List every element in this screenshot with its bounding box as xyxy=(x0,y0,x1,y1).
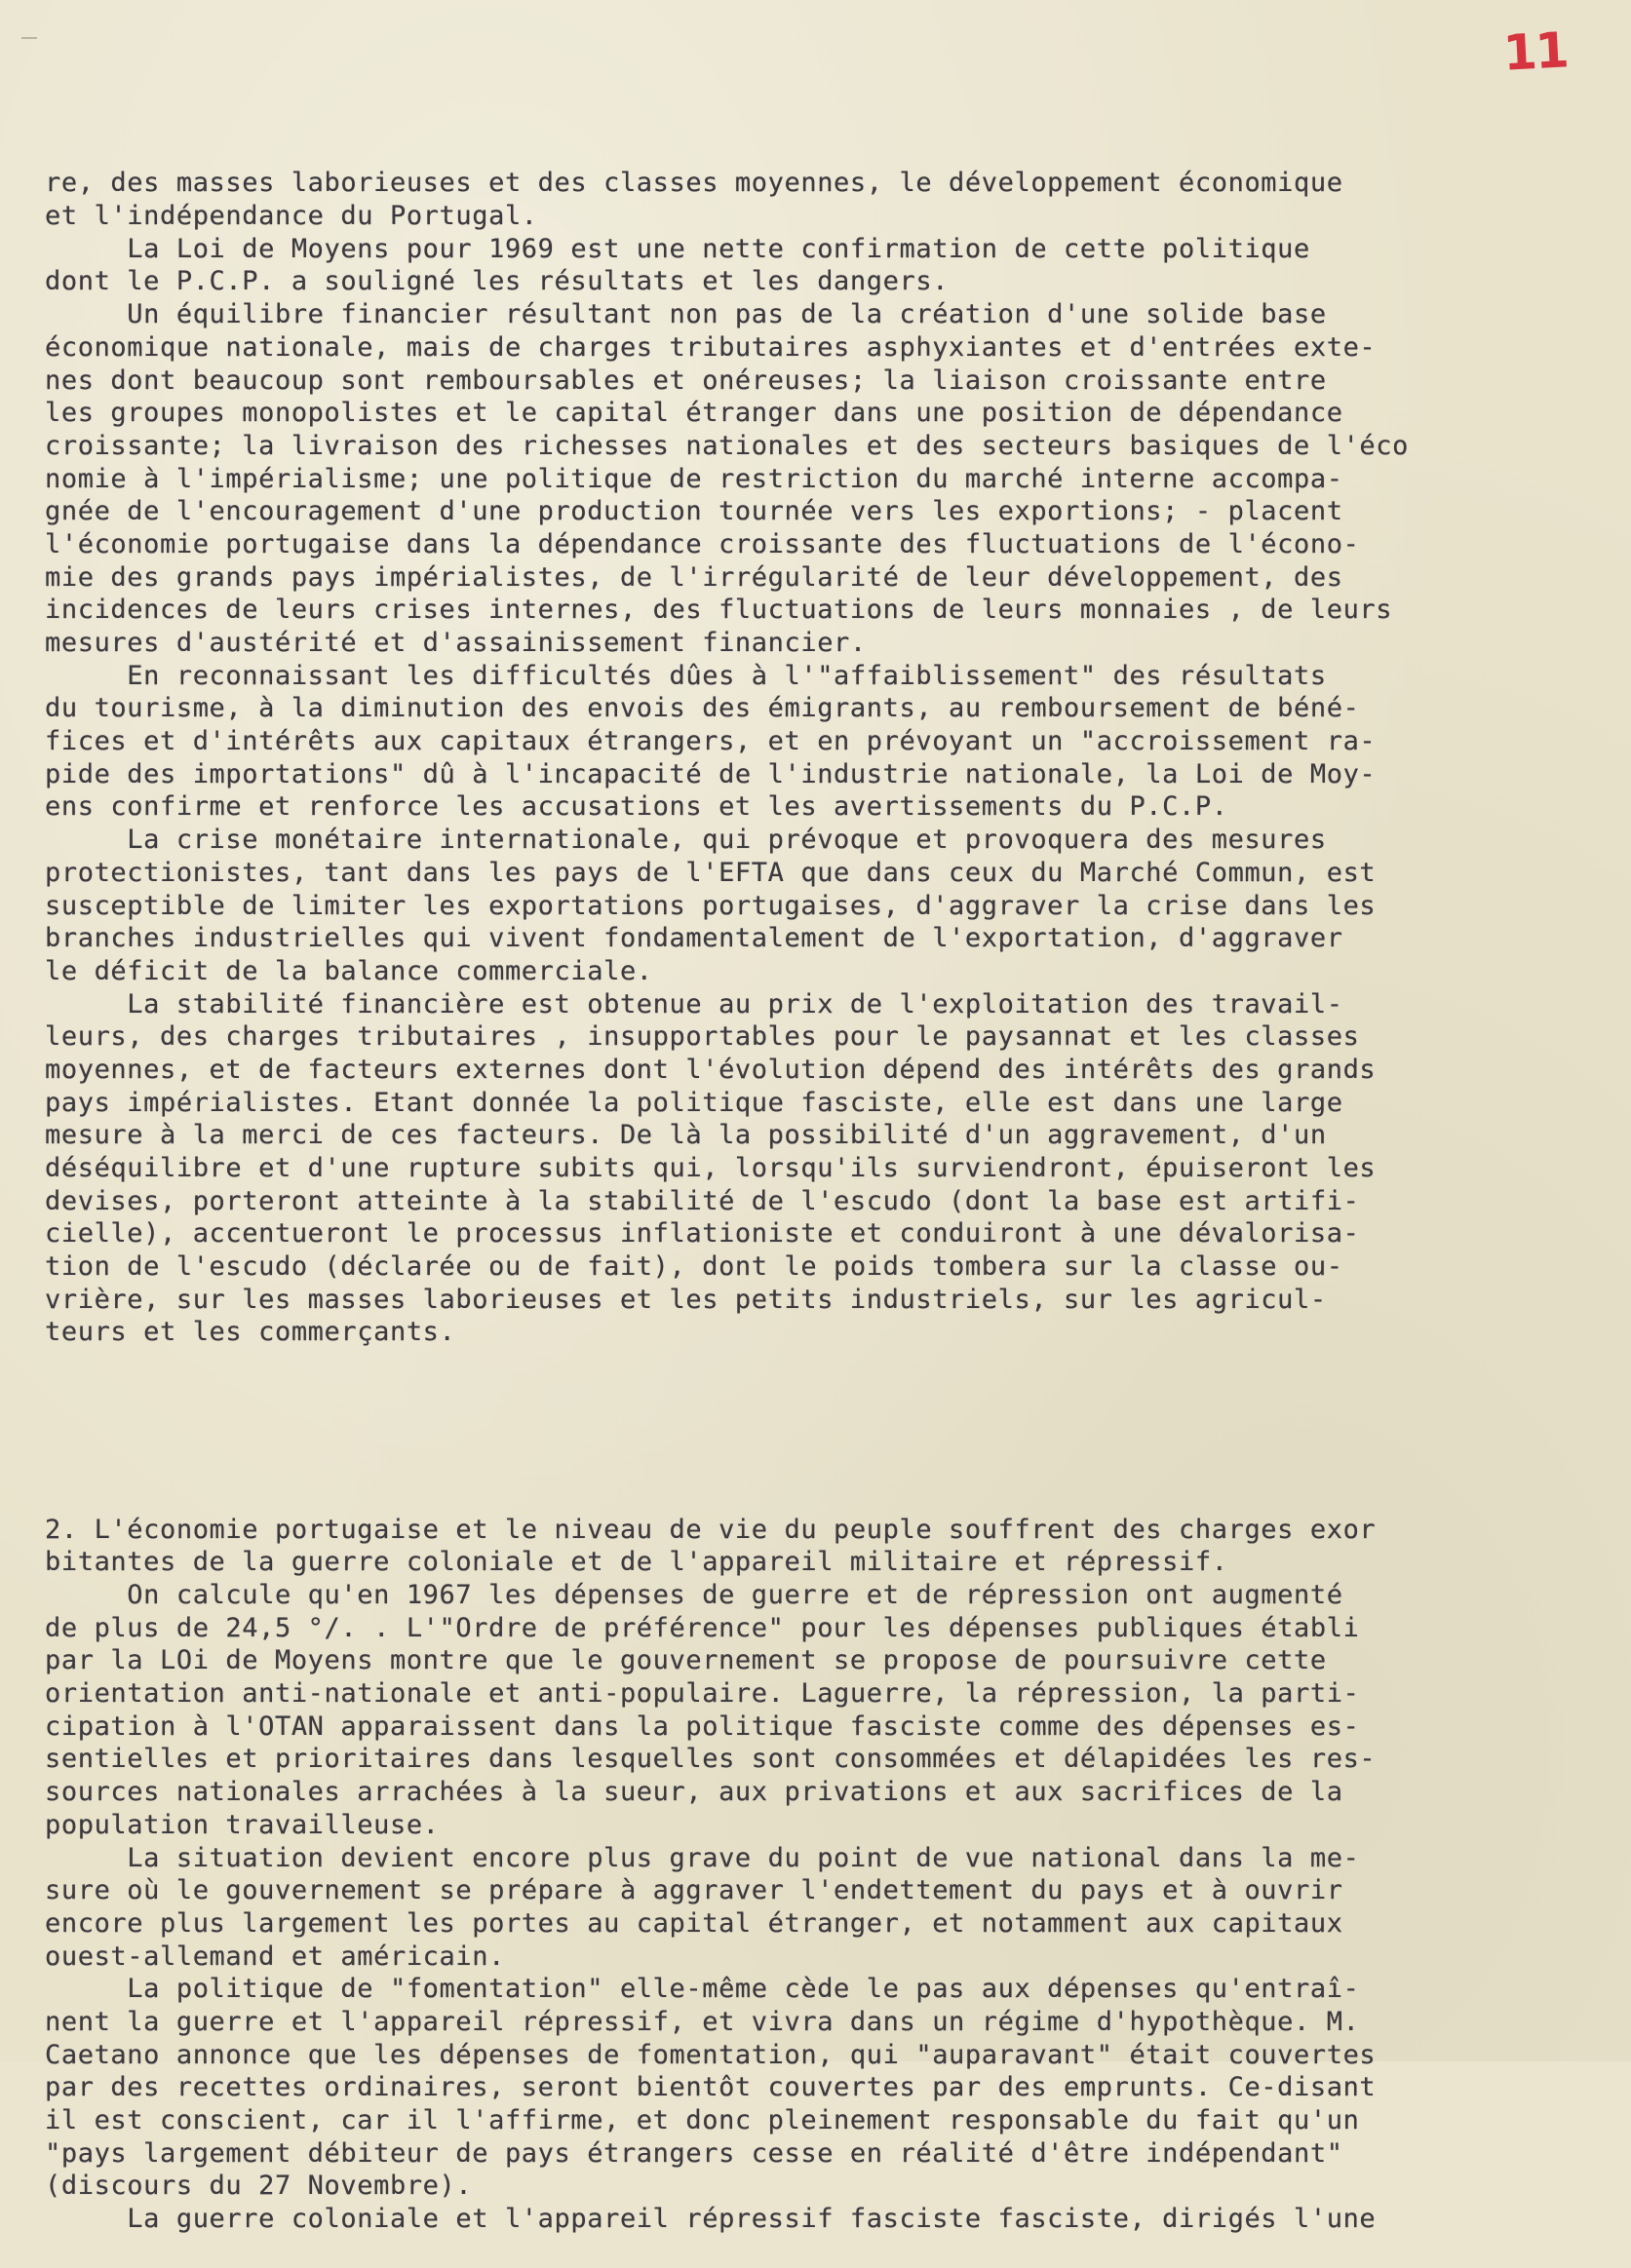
text-line: moyennes, et de facteurs externes dont l'évolution dépend des intérêts des grands xyxy=(45,1054,1377,1085)
text-line: La guerre coloniale et l'appareil répressif fasciste fasciste, dirigés l'une xyxy=(45,2204,1377,2235)
text-line: Caetano annonce que les dépenses de fomentation, qui "auparavant" était couvertes xyxy=(45,2039,1377,2070)
text-line: les groupes monopolistes et le capital étranger dans une position de dépendance xyxy=(45,398,1343,429)
text-line: re, des masses laborieuses et des classes moyennes, le développement économique xyxy=(45,168,1343,199)
text-line: Un équilibre financier résultant non pas de la création d'une solide base xyxy=(45,299,1327,330)
section-gap xyxy=(45,1415,1619,1448)
text-line: encore plus largement les portes au capital étranger, et notamment aux capitaux xyxy=(45,1907,1343,1939)
text-line: La crise monétaire internationale, qui prévoque et provoquera des mesures xyxy=(45,825,1327,856)
text-line: protectionistes, tant dans les pays de l'EFTA que dans ceux du Marché Commun, est xyxy=(45,857,1377,888)
text-line: nes dont beaucoup sont remboursables et onéreuses; la liaison croissante entre xyxy=(45,365,1327,396)
text-line: nomie à l'impérialisme; une politique de restriction du marché interne accompa- xyxy=(45,463,1343,494)
text-line: sources nationales arrachées à la sueur, aux privations et aux sacrifices de la xyxy=(45,1777,1343,1808)
text-line: incidences de leurs crises internes, des fluctuations de leurs monnaies , de leurs xyxy=(45,595,1393,626)
text-line: tion de l'escudo (déclarée ou de fait), dont le poids tombera sur la classe ou- xyxy=(45,1251,1343,1283)
text-line: La stabilité financière est obtenue au prix de l'exploitation des travail- xyxy=(45,988,1343,1019)
page-number: 11 xyxy=(1501,21,1570,82)
text-line: dont le P.C.P. a souligné les résultats et les dangers. xyxy=(45,266,950,297)
text-line: teurs et les commerçants. xyxy=(45,1317,456,1348)
text-line: de plus de 24,5 °/. . L'"Ordre de préférence" pour les dépenses publiques établi xyxy=(45,1612,1360,1643)
text-line: nent la guerre et l'appareil répressif, et vivra dans un régime d'hypothèque. M. xyxy=(45,2006,1360,2037)
text-line: cipation à l'OTAN apparaissent dans la politique fasciste comme des dépenses es- xyxy=(45,1711,1360,1742)
text-line: susceptible de limiter les exportations portugaises, d'aggraver la crise dans les xyxy=(45,890,1377,921)
text-line: leurs, des charges tributaires , insupportables pour le paysannat et les classes xyxy=(45,1021,1360,1053)
text-line: La situation devient encore plus grave du point de vue national dans la me- xyxy=(45,1842,1360,1873)
text-line: devises, porteront atteinte à la stabilité de l'escudo (dont la base est artifi- xyxy=(45,1185,1360,1216)
text-line: mesure à la merci de ces facteurs. De là la possibilité d'un aggravement, d'un xyxy=(45,1120,1327,1151)
corner-mark xyxy=(21,37,37,45)
text-line: croissante; la livraison des richesses nationales et des secteurs basiques de l'éco xyxy=(45,430,1409,461)
text-line: mie des grands pays impérialistes, de l'irrégularité de leur développement, des xyxy=(45,561,1343,593)
text-line: "pays largement débiteur de pays étrangers cesse en réalité d'être indépendant" xyxy=(45,2137,1343,2169)
text-line: La Loi de Moyens pour 1969 est une nette confirmation de cette politique xyxy=(45,233,1310,264)
text-line: branches industrielles qui vivent fondamentalement de l'exportation, d'aggraver xyxy=(45,923,1343,954)
text-line: par la LOi de Moyens montre que le gouvernement se propose de poursuivre cette xyxy=(45,1645,1327,1676)
text-line: On calcule qu'en 1967 les dépenses de guerre et de répression ont augmenté xyxy=(45,1580,1343,1611)
text-line: orientation anti-nationale et anti-populaire. Laguerre, la répression, la parti- xyxy=(45,1678,1360,1710)
text-line: La politique de "fomentation" elle-même cède le pas aux dépenses qu'entraî- xyxy=(45,1974,1360,2005)
text-line: sentielles et prioritaires dans lesquelles sont consommées et délapidées les res- xyxy=(45,1744,1377,1775)
text-line: cielle), accentueront le processus inflationiste et conduiront à une dévalorisa- xyxy=(45,1218,1360,1249)
text-line: et l'indépendance du Portugal. xyxy=(45,201,538,232)
text-line: ouest-allemand et américain. xyxy=(45,1941,505,1972)
text-line: population travailleuse. xyxy=(45,1809,440,1840)
text-line: pays impérialistes. Etant donnée la politique fasciste, elle est dans une large xyxy=(45,1087,1343,1118)
text-line: En reconnaissant les difficultés dûes à l'"affaiblissement" des résultats xyxy=(45,660,1327,691)
text-line: l'économie portugaise dans la dépendance croissante des fluctuations de l'écono- xyxy=(45,528,1360,559)
section-2 xyxy=(45,1514,1619,2236)
section-1-continued xyxy=(45,167,1619,1349)
text-line: mesures d'austérité et d'assainissement financier. xyxy=(45,628,867,659)
typed-text-body xyxy=(45,101,1619,2268)
text-line: fices et d'intérêts aux capitaux étrangers, et en prévoyant un "accroissement ra- xyxy=(45,726,1377,757)
text-line: pide des importations" dû à l'incapacité de l'industrie nationale, la Loi de Moy- xyxy=(45,758,1377,789)
text-line: (discours du 27 Novembre). xyxy=(45,2171,473,2202)
text-line: il est conscient, car il l'affirme, et donc pleinement responsable du fait qu'un xyxy=(45,2105,1360,2136)
text-line: 2. L'économie portugaise et le niveau de vie du peuple souffrent des charges exor xyxy=(45,1514,1377,1545)
text-line: du tourisme, à la diminution des envois des émigrants, au remboursement de béné- xyxy=(45,693,1360,724)
text-line: économique nationale, mais de charges tributaires asphyxiantes et d'entrées exte- xyxy=(45,331,1377,363)
text-line: déséquilibre et d'une rupture subits qui, lorsqu'ils surviendront, épuiseront les xyxy=(45,1153,1377,1184)
text-line: gnée de l'encouragement d'une production tournée vers les exportions; - placent xyxy=(45,496,1343,527)
text-line: sure où le gouvernement se prépare à aggraver l'endettement du pays et à ouvrir xyxy=(45,1875,1343,1906)
text-line: bitantes de la guerre coloniale et de l'appareil militaire et répressif. xyxy=(45,1547,1228,1578)
text-line: le déficit de la balance commerciale. xyxy=(45,955,653,986)
text-line: par des recettes ordinaires, seront bientôt couvertes par des emprunts. Ce-disant xyxy=(45,2072,1377,2103)
text-line: ens confirme et renforce les accusations et les avertissements du P.C.P. xyxy=(45,791,1228,823)
text-line: vrière, sur les masses laborieuses et les petits industriels, sur les agricul- xyxy=(45,1284,1327,1315)
